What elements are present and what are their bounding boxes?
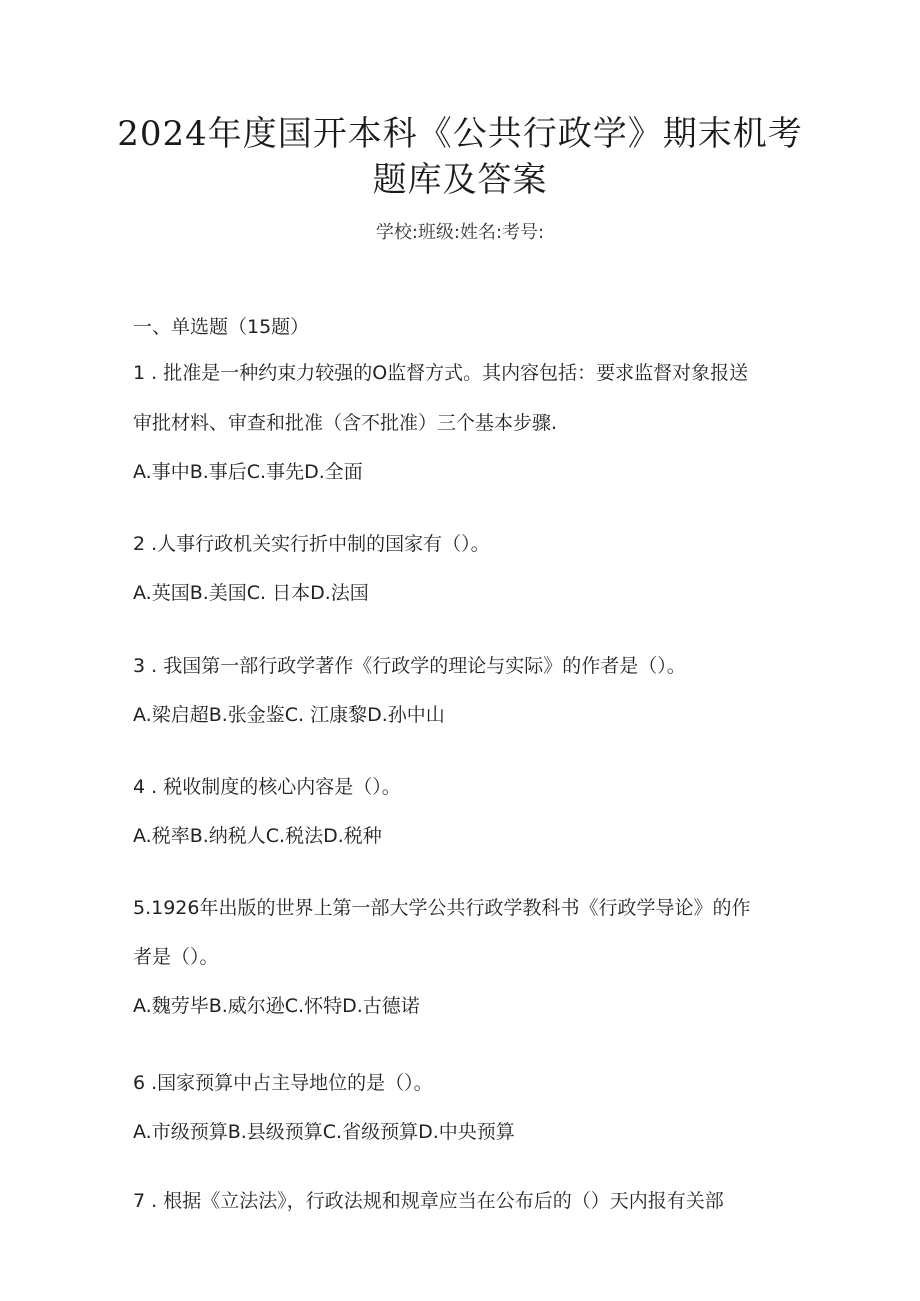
question-4-line-1: 4 . 税收制度的核心内容是（）。 [133, 776, 401, 798]
student-info-line: 学校:班级:姓名:考号: [375, 222, 545, 243]
question-3-options: A.梁启超B.张金鉴C. 江康黎D.孙中山 [133, 704, 445, 726]
question-5-line-1: 5.1926年出版的世界上第一部大学公共行政学教科书《行政学导论》的作 [133, 897, 751, 919]
question-2-options: A.英国B.美国C. 日本D.法国 [133, 582, 369, 604]
question-7-line-1: 7 . 根据《立法法》，行政法规和规章应当在公布后的（）天内报有关部 [133, 1190, 724, 1212]
question-5-options: A.魏劳毕B.威尔逊C.怀特D.古德诺 [133, 995, 420, 1017]
question-1-line-1: 1 . 批准是一种约束力较强的O监督方式。其内容包括：要求监督对象报送 [133, 362, 749, 384]
document-title-line-1: 2024年度国开本科《公共行政学》期末机考 [117, 114, 803, 154]
question-4-options: A.税率B.纳税人C.税法D.税种 [133, 825, 382, 847]
document-title-line-2: 题库及答案 [372, 160, 548, 200]
question-1-line-2: 审批材料、审查和批准（含不批准）三个基本步骤. [133, 412, 558, 434]
question-1-options: A.事中B.事后C.事先D.全面 [133, 461, 363, 483]
question-2-line-1: 2 .人事行政机关实行折中制的国家有（）。 [133, 533, 490, 555]
question-6-options: A.市级预算B.县级预算C.省级预算D.中央预算 [133, 1121, 515, 1143]
section-heading: 一、单选题（15题） [133, 316, 310, 338]
question-3-line-1: 3 . 我国第一部行政学著作《行政学的理论与实际》的作者是（）。 [133, 655, 686, 677]
question-6-line-1: 6 .国家预算中占主导地位的是（）。 [133, 1072, 433, 1094]
question-5-line-2: 者是（）。 [133, 946, 219, 968]
